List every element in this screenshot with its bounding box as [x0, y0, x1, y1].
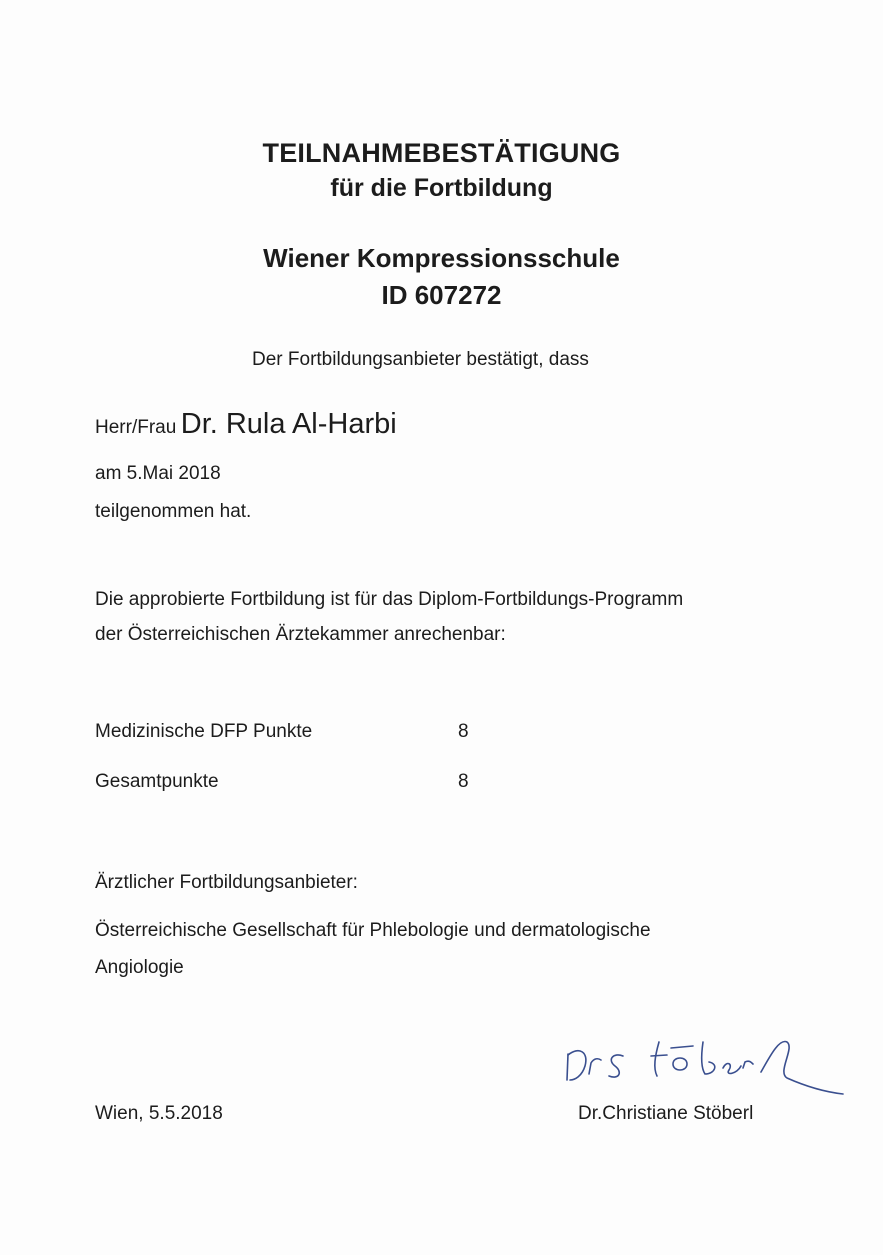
certificate-subtitle: für die Fortbildung — [330, 174, 553, 202]
signature-image — [555, 1028, 845, 1108]
participant-name: Dr. Rula Al-Harbi — [180, 408, 397, 440]
points-row — [95, 770, 469, 794]
signatory-name: Dr.Christiane Stöberl — [578, 1103, 754, 1124]
provider-label: Ärztlicher Fortbildungsanbieter: — [95, 872, 358, 893]
points-row — [95, 720, 469, 744]
points-value: 8 — [458, 771, 469, 792]
salutation: Herr/Frau — [95, 417, 177, 438]
points-value: 8 — [458, 721, 469, 742]
points-label: Medizinische DFP Punkte — [95, 721, 313, 742]
participant-line — [95, 408, 397, 441]
certificate-title: TEILNAHMEBESTÄTIGUNG — [262, 138, 621, 168]
confirmation-intro: Der Fortbildungsanbieter bestätigt, dass — [252, 349, 589, 370]
program-id: ID 607272 — [381, 280, 502, 310]
approval-line-1: Die approbierte Fortbildung ist für das Diplom-Fortbildungs-Programm — [95, 589, 684, 610]
provider-name-line-2: Angiologie — [95, 957, 184, 978]
program-name: Wiener Kompressionsschule — [263, 243, 620, 273]
provider-name-line-1: Österreichische Gesellschaft für Phlebologie und dermatologische — [95, 920, 651, 941]
approval-line-2: der Österreichischen Ärztekammer anrechenbar: — [95, 624, 506, 645]
place-date: Wien, 5.5.2018 — [95, 1103, 223, 1124]
attendance-closing: teilgenommen hat. — [95, 501, 252, 522]
points-label: Gesamtpunkte — [95, 771, 219, 792]
attendance-date: am 5.Mai 2018 — [95, 463, 221, 484]
